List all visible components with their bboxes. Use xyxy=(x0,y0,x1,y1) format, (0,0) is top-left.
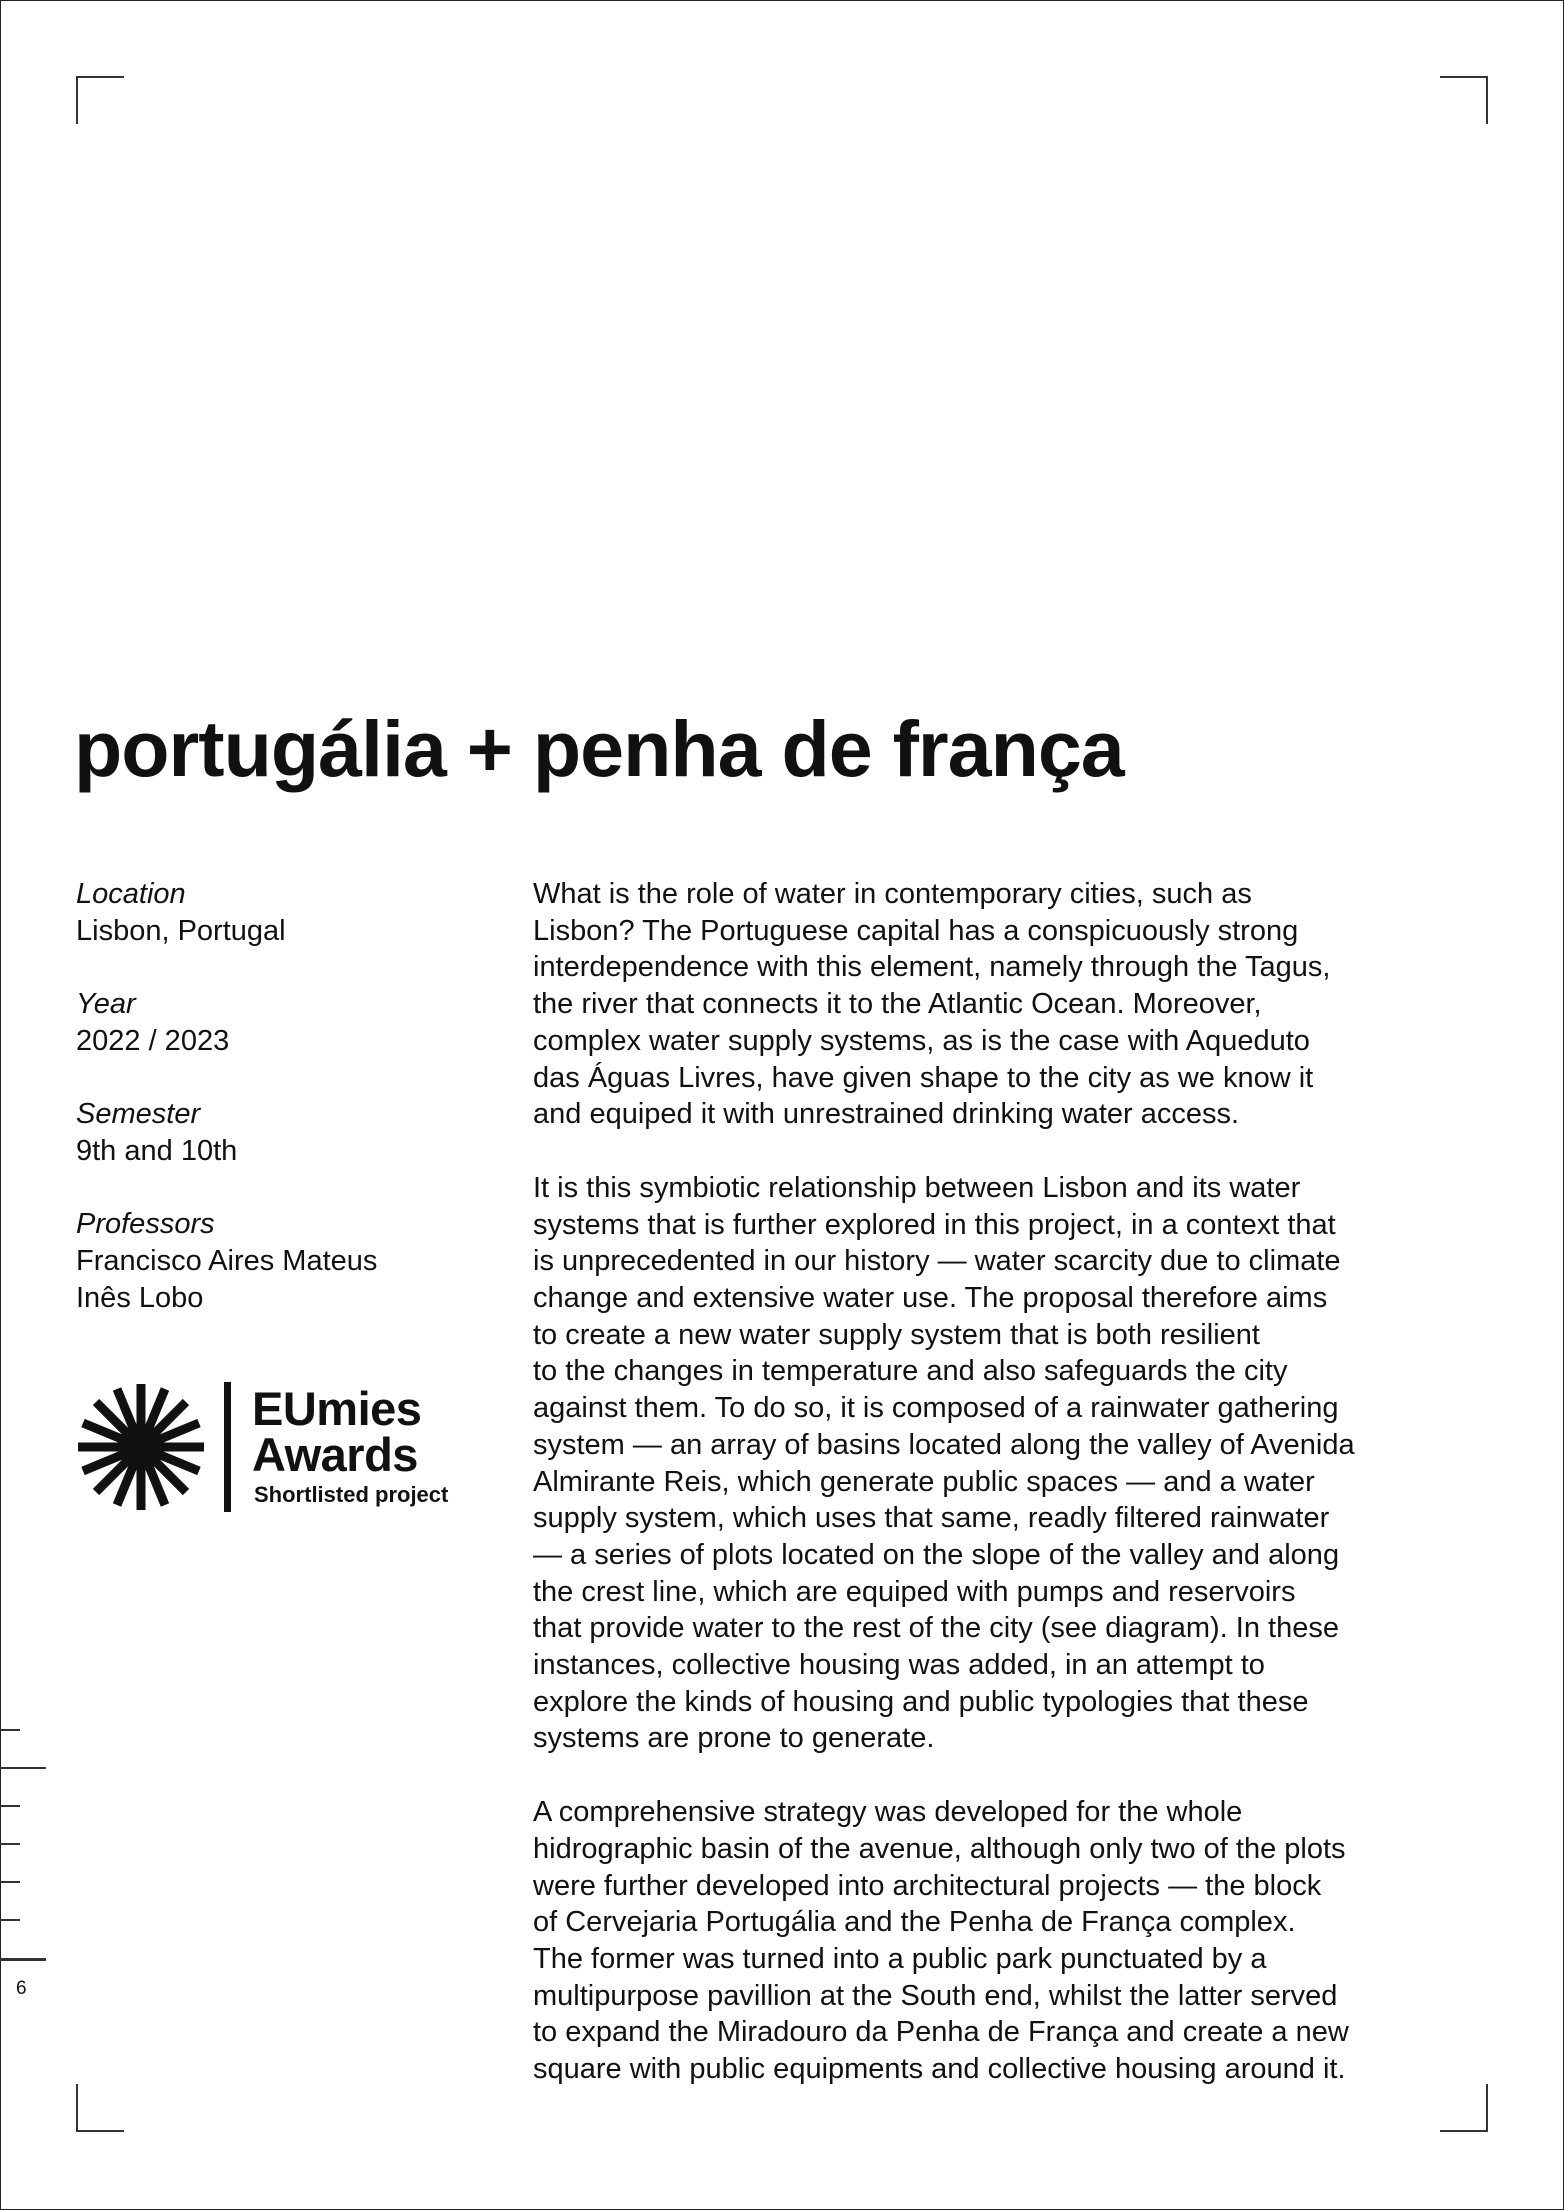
crop-mark-bottom-right xyxy=(1440,2084,1488,2132)
tick xyxy=(0,1958,46,1961)
logo-brand-line1: EUmies xyxy=(252,1382,422,1435)
professors-block xyxy=(76,1206,476,1317)
paragraph: What is the role of water in contemporary cities, such as Lisbon? The Portuguese capital has a conspicuously strong interdependence with this element, namely through the Tagus, the river that connects it to the Atlantic Ocean. Moreover, complex water supply systems, as is the case with Aqueduto das Águas Livres, have given shape to the city as we know it and equiped it with unrestrained drinking water access. xyxy=(533,878,1331,1131)
tick xyxy=(0,1805,20,1807)
page-title: portugália + penha de frança xyxy=(74,704,1124,793)
semester-value: 9th and 10th xyxy=(76,1135,238,1167)
location-value: Lisbon, Portugal xyxy=(76,915,286,947)
logo-brand-line2: Awards xyxy=(252,1428,418,1481)
project-details xyxy=(76,876,476,1353)
semester-block xyxy=(76,1096,476,1170)
crop-mark-bottom-left xyxy=(76,2084,124,2132)
year-value: 2022 / 2023 xyxy=(76,1025,230,1057)
tick xyxy=(0,1843,20,1845)
professor-name: Francisco Aires Mateus xyxy=(76,1245,378,1277)
crop-mark-top-left xyxy=(76,76,124,124)
logo-wordmark xyxy=(252,1382,422,1481)
paragraph: It is this symbiotic relationship between Lisbon and its water systems that is further explored in this project, in a context that is unprecedented in our history — water scarcity due to climate change and extensive water use. The proposal therefore aims to create a new water supply system that is both resilient to the changes in temperature and also safeguards the city against them. To do so, it is composed of a rainwater gathering system — an array of basins located along the valley of Avenida Almirante Reis, which generate public spaces — and a water supply system, which uses that same, readly filtered rainwater — a series of plots located on the slope of the valley and along the crest line, which are equiped with pumps and reservoirs that provide water to the rest of the city (see diagram). In these instances, collective housing was added, in an attempt to explore the kinds of housing and public typologies that these systems are prone to generate. xyxy=(533,1171,1355,1755)
eumies-awards-logo xyxy=(76,1382,496,1512)
location-block xyxy=(76,876,476,950)
paragraph: A comprehensive strategy was developed for the whole hidrographic basin of the avenue, although only two of the plots were further developed into architectural projects — the block of Cervejaria Portugália and the Penha de França complex. The former was turned into a public park punctuated by a multipurpose pavillion at the South end, whilst the latter served to expand the Miradouro da Penha de França and create a new square with public equipments and collective housing around it. xyxy=(533,1796,1349,2086)
logo-subtitle: Shortlisted project xyxy=(254,1482,449,1507)
location-label: Location xyxy=(76,878,186,910)
year-block xyxy=(76,986,476,1060)
starburst-icon xyxy=(76,1382,206,1512)
logo-divider xyxy=(224,1382,231,1512)
project-description xyxy=(533,876,1433,2125)
page-number: 6 xyxy=(16,1978,27,1999)
crop-mark-top-right xyxy=(1440,76,1488,124)
professor-name: Inês Lobo xyxy=(76,1282,204,1314)
year-label: Year xyxy=(76,988,136,1020)
tick xyxy=(0,1729,20,1731)
tick xyxy=(0,1919,20,1921)
tick xyxy=(0,1881,20,1883)
professors-label: Professors xyxy=(76,1208,215,1240)
semester-label: Semester xyxy=(76,1098,201,1130)
tick xyxy=(0,1767,46,1769)
